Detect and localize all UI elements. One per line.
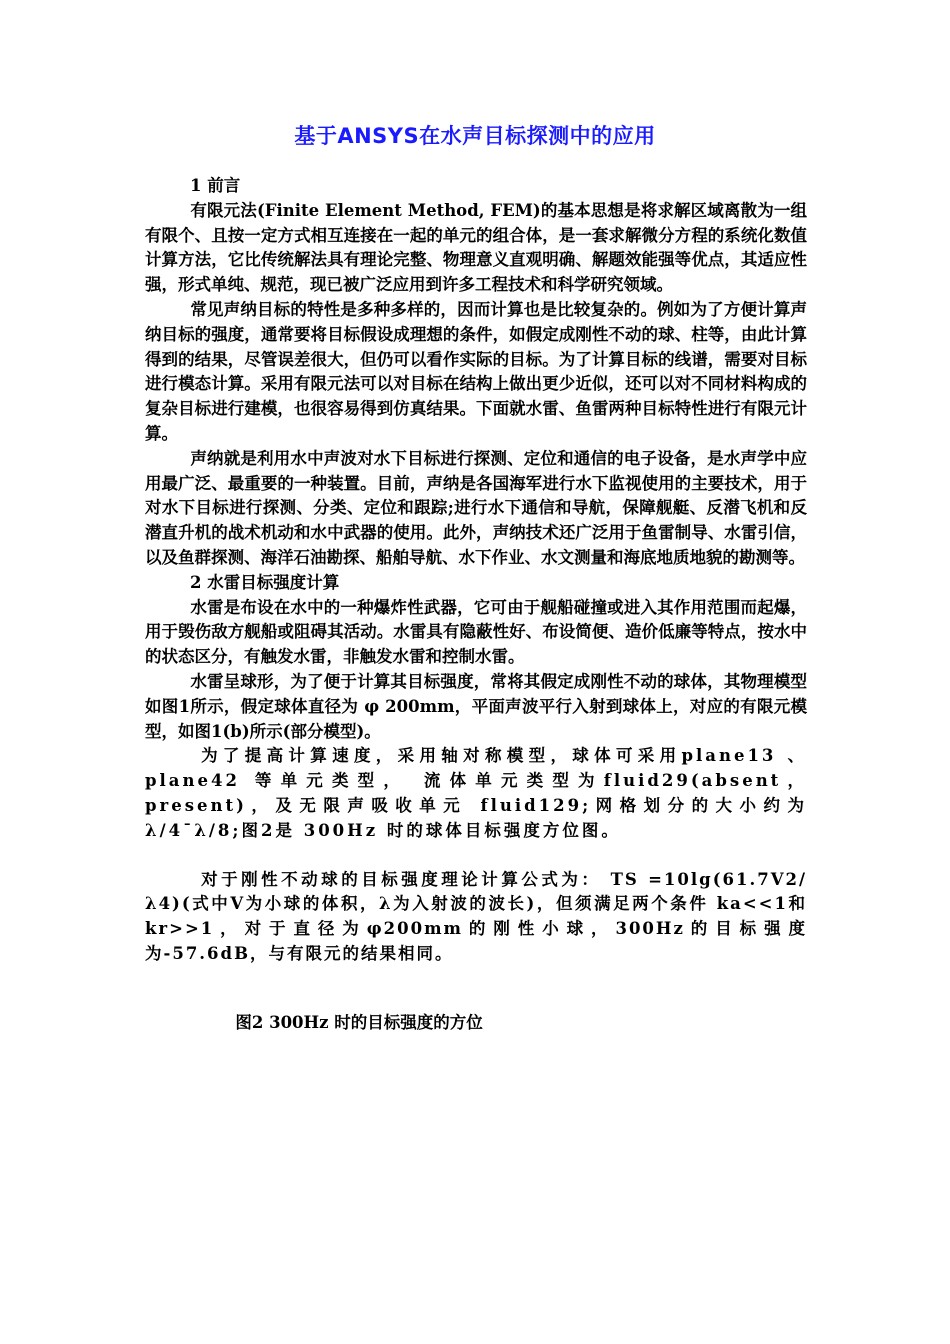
- paragraph-theory-formula: 对于刚性不动球的目标强度理论计算公式为： TS =10lg(61.7V2/λ4)(式中V为小球的体积，λ为入射波的波长)，但须满足两个条件 ka<<1和 kr>>1，对于直径为φ200mm的刚性小球，300Hz的目标强度为-57.6dB，与有限元的结果相同。: [145, 869, 807, 963]
- section-heading-intro: 1 前言: [190, 176, 241, 195]
- section-heading-mine: 2 水雷目标强度计算: [190, 572, 340, 592]
- paragraph-fem-intro: 有限元法(Finite Element Method, FEM)的基本思想是将求解区域离散为一组有限个、且按一定方式相互连接在一起的单元的组合体，是一套求解微分方程的系统化数值计算方法，它比传统解法具有理论完整、物理意义直观明确、解题效能强等优点，其适应性强，形式单纯、规范，现已被广泛应用到许多工程技术和科学研究领域。: [145, 200, 807, 295]
- figure-caption: 图2 300Hz 时的目标强度的方位: [235, 1012, 483, 1032]
- paragraph-sonar-definition: 声纳就是利用水中声波对水下目标进行探测、定位和通信的电子设备，是水声学中应用最广泛、最重要的一种装置。目前，声纳是各国海军进行水下监视使用的主要技术，用于对水下目标进行探测、分类、定位和跟踪;进行水下通信和导航，保障舰艇、反潜飞机和反潜直升机的战术机动和水中武器的使用。此外，声纳技术还广泛用于鱼雷制导、水雷引信，以及鱼群探测、海洋石油勘探、船舶导航、水下作业、水文测量和海底地质地貌的勘测等。: [145, 448, 807, 567]
- paragraph-mine-model: 水雷呈球形，为了便于计算其目标强度，常将其假定成刚性不动的球体，其物理模型如图1所示，假定球体直径为 φ 200mm，平面声波平行入射到球体上，对应的有限元模型，如图1(b)所示(部分模型)。: [145, 671, 807, 741]
- paragraph-mine-definition: 水雷是布设在水中的一种爆炸性武器，它可由于舰船碰撞或进入其作用范围而起爆，用于毁伤敌方舰船或阻碍其活动。水雷具有隐蔽性好、布设简便、造价低廉等特点，按水中的状态区分，有触发水雷，非触发水雷和控制水雷。: [145, 597, 807, 667]
- paragraph-sonar-targets: 常见声纳目标的特性是多种多样的，因而计算也是比较复杂的。例如为了方便计算声纳目标的强度，通常要将目标假设成理想的条件，如假定成刚性不动的球、柱等，由此计算得到的结果，尽管误差很大，但仍可以看作实际的目标。为了计算目标的线谱，需要对目标进行模态计算。采用有限元法可以对目标在结构上做出更少近似，还可以对不同材料构成的复杂目标进行建模，也很容易得到仿真结果。下面就水雷、鱼雷两种目标特性进行有限元计算。: [145, 299, 807, 443]
- document-title: 基于ANSYS在水声目标探测中的应用: [294, 124, 656, 148]
- document-body: [145, 174, 807, 1036]
- paragraph-element-types: 为了提高计算速度，采用轴对称模型，球体可采用plane13 、 plane42 等单元类型， 流体单元类型为fluid29(absent，present)，及无限声吸收单元 fluid129;网格划分的大小约为 λ/4¯λ/8;图2是 300Hz 时的球体目标强度方位图。: [145, 746, 807, 840]
